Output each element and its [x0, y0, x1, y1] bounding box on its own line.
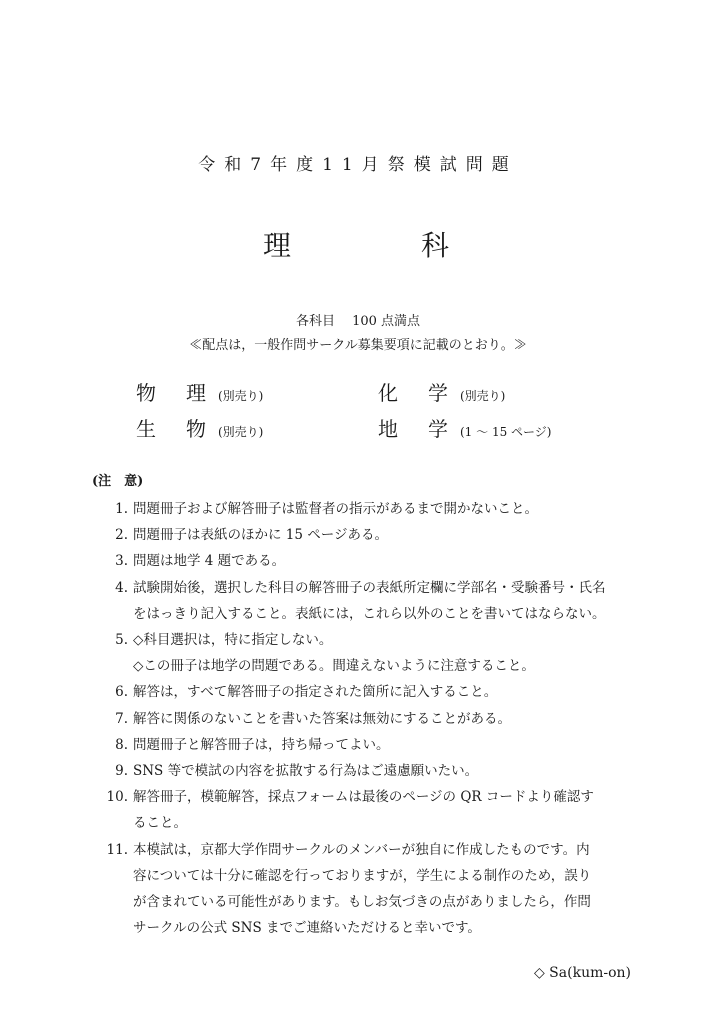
caution-item-text: 本模試は，京都大学作問サークルのメンバーが独自に作成したものです。内	[133, 841, 590, 858]
subject-name-2: 学	[428, 381, 448, 405]
caution-item-text: ◇科目選択は，特に指定しない。	[133, 632, 333, 648]
subject-name-1: 物	[136, 381, 156, 405]
caution-item-number: 8.	[115, 736, 128, 753]
author-signature: ◇ Sa(kum-on)	[533, 965, 631, 981]
subject-detail: (別売り)	[218, 389, 264, 403]
caution-item	[92, 785, 612, 805]
caution-item	[92, 549, 612, 569]
points-note: ≪配点は，一般作問サークル募集要項に記載のとおり。≫	[189, 338, 527, 353]
caution-item	[92, 707, 612, 727]
caution-item	[92, 733, 612, 753]
caution-item	[92, 811, 612, 831]
caution-item-text: が含まれている可能性があります。もしお気づきの点がありましたら，作問	[133, 894, 591, 910]
caution-item-text: 問題は地学 4 題である。	[133, 553, 286, 570]
subject-name-2: 物	[186, 417, 206, 441]
caution-item-text: 解答は，すべて解答冊子の指定された箇所に記入すること。	[133, 684, 498, 701]
caution-item-text: 問題冊子と解答冊子は，持ち帰ってよい。	[133, 736, 390, 753]
points-info: 各科目 100 点満点	[295, 314, 421, 329]
caution-item-text: ること。	[133, 815, 187, 832]
caution-item-number: 1.	[115, 501, 128, 517]
subject-name-1: 地	[378, 417, 398, 441]
caution-item-text: 試験開始後，選択した科目の解答冊子の表紙所定欄に学部名・受験番号・氏名	[133, 579, 606, 596]
caution-item-text: 容については十分に確認を行っておりますが，学生による制作のため，誤り	[133, 867, 592, 884]
caution-item-text: をはっきり記入すること。表紙には，これら以外のことを書いてはならない。	[133, 605, 606, 622]
caution-item	[92, 864, 612, 884]
subject-title-char-2: 科	[421, 229, 450, 262]
caution-item-text: 問題冊子は表紙のほかに 15 ページある。	[133, 527, 388, 544]
caution-item	[92, 890, 612, 910]
subject-biology	[136, 413, 263, 442]
subject-detail: (別売り)	[218, 425, 264, 439]
caution-item-number: 10.	[106, 789, 128, 806]
subject-detail: (1 ～ 15 ページ)	[460, 425, 552, 439]
caution-item-text: 問題冊子および解答冊子は監督者の指示があるまで開かないこと。	[133, 501, 538, 517]
subject-name-1: 化	[378, 381, 398, 405]
caution-item-number: 5.	[115, 632, 128, 648]
caution-item	[92, 497, 612, 517]
caution-heading: (注 意)	[92, 474, 144, 489]
subject-name-1: 生	[136, 417, 156, 441]
caution-item-number: 7.	[115, 710, 128, 727]
subject-name-2: 学	[428, 417, 448, 441]
caution-item-number: 3.	[115, 553, 128, 570]
caution-item-text: 解答に関係のないことを書いた答案は無効にすることがある。	[133, 710, 511, 727]
caution-item	[92, 576, 612, 596]
subject-title-char-1: 理	[263, 229, 292, 262]
caution-item	[92, 916, 612, 936]
caution-item-text: ◇この冊子は地学の問題である。間違えないように注意すること。	[133, 658, 535, 675]
subject-detail: (別売り)	[460, 389, 506, 403]
subject-earth-science	[378, 413, 551, 442]
caution-item	[92, 654, 612, 674]
caution-item	[92, 759, 612, 779]
caution-item-text: 解答冊子，模範解答，採点フォームは最後のページの QR コードより確認す	[133, 789, 594, 806]
caution-item	[92, 838, 612, 858]
subject-name-2: 理	[186, 381, 206, 405]
caution-item-text: サークルの公式 SNS までご連絡いただけると幸いです。	[133, 920, 481, 937]
exam-title: 令和7年度11月祭模試問題	[198, 155, 518, 175]
caution-item-number: 2.	[115, 527, 128, 544]
subject-physics	[136, 377, 263, 406]
caution-item	[92, 628, 612, 648]
caution-item	[92, 602, 612, 622]
caution-item-number: 4.	[115, 579, 128, 596]
caution-item	[92, 523, 612, 543]
caution-item-text: SNS 等で模試の内容を拡散する行為はご遠慮願いたい。	[133, 763, 479, 779]
caution-item-number: 11.	[106, 841, 128, 858]
subject-chemistry	[378, 377, 505, 406]
caution-item-number: 9.	[115, 763, 128, 779]
caution-item-number: 6.	[115, 684, 128, 701]
caution-item	[92, 680, 612, 700]
